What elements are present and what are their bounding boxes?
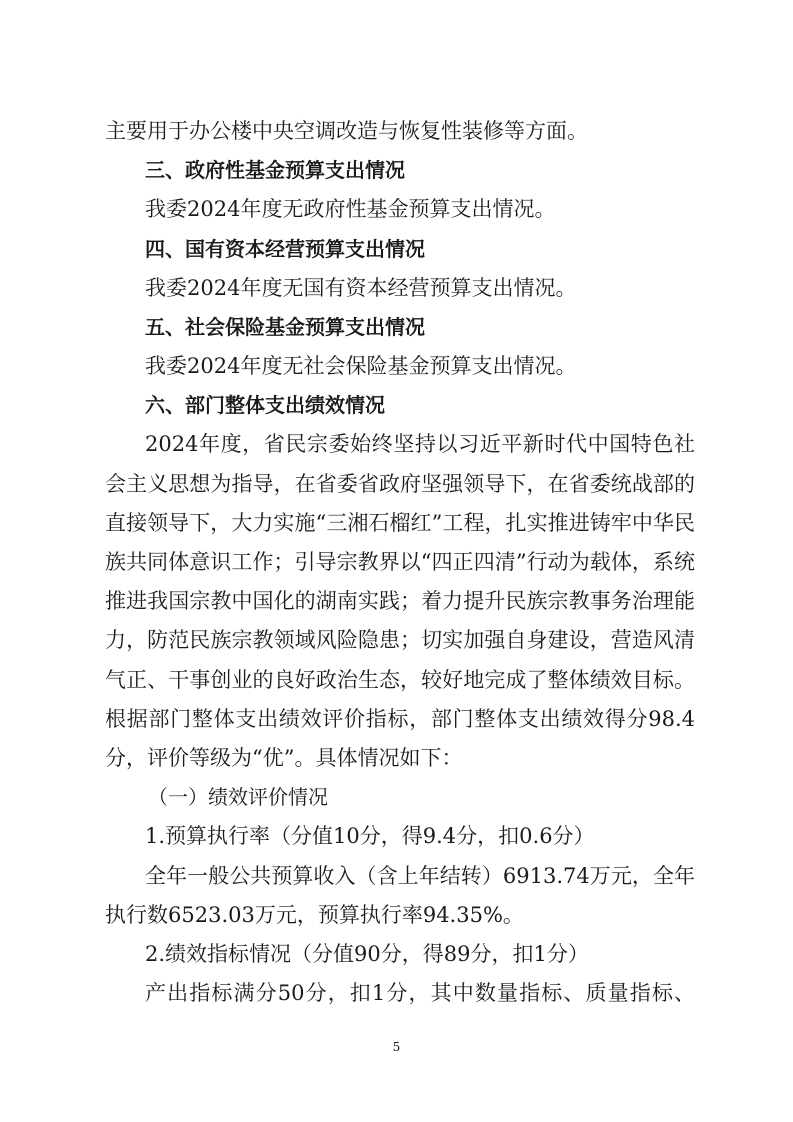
- paragraph-line: 产出指标满分50分，扣1分，其中数量指标、质量指标、: [145, 981, 695, 1005]
- subsection-heading: （一）绩效评价情况: [148, 785, 328, 809]
- paragraph-line: 根据部门整体支出绩效评价指标，部门整体支出绩效得分98.4: [105, 707, 695, 731]
- paragraph-line: 推进我国宗教中国化的湖南实践；着力提升民族宗教事务治理能: [105, 589, 695, 613]
- paragraph-line: 族共同体意识工作；引导宗教界以“四正四清”行动为载体，系统: [105, 550, 695, 574]
- paragraph-line: 2024年度，省民宗委始终坚持以习近平新时代中国特色社: [145, 432, 695, 456]
- paragraph-line: 全年一般公共预算收入（含上年结转）6913.74万元，全年: [145, 864, 695, 888]
- paragraph-line: 执行数6523.03万元，预算执行率94.35%。: [105, 903, 524, 927]
- section-heading: 三、政府性基金预算支出情况: [145, 158, 405, 182]
- section-heading: 六、部门整体支出绩效情况: [145, 393, 385, 417]
- section-heading: 四、国有资本经营预算支出情况: [145, 237, 425, 261]
- paragraph-line: 会主义思想为指导，在省委省政府坚强领导下，在省委统战部的: [105, 472, 695, 496]
- paragraph-line: 主要用于办公楼中央空调改造与恢复性装修等方面。: [105, 119, 588, 143]
- subsection-title: 2.绩效指标情况（分值90分，得89分，扣1分）: [145, 942, 589, 966]
- paragraph-line: 我委2024年度无国有资本经营预算支出情况。: [145, 276, 577, 300]
- paragraph-line: 我委2024年度无社会保险基金预算支出情况。: [145, 354, 577, 378]
- page-number: 5: [392, 1040, 401, 1054]
- paragraph-line: 力，防范民族宗教领域风险隐患；切实加强自身建设，营造风清: [105, 628, 695, 652]
- paragraph-line: 直接领导下，大力实施“三湘石榴红”工程，扎实推进铸牢中华民: [105, 511, 695, 535]
- subsection-title: 1.预算执行率（分值10分，得9.4分，扣0.6分）: [145, 824, 595, 848]
- section-heading: 五、社会保险基金预算支出情况: [145, 315, 425, 339]
- paragraph-line: 分，评价等级为“优”。具体情况如下：: [105, 746, 463, 770]
- paragraph-line: 气正、干事创业的良好政治生态，较好地完成了整体绩效目标。: [105, 668, 695, 692]
- paragraph-line: 我委2024年度无政府性基金预算支出情况。: [145, 197, 556, 221]
